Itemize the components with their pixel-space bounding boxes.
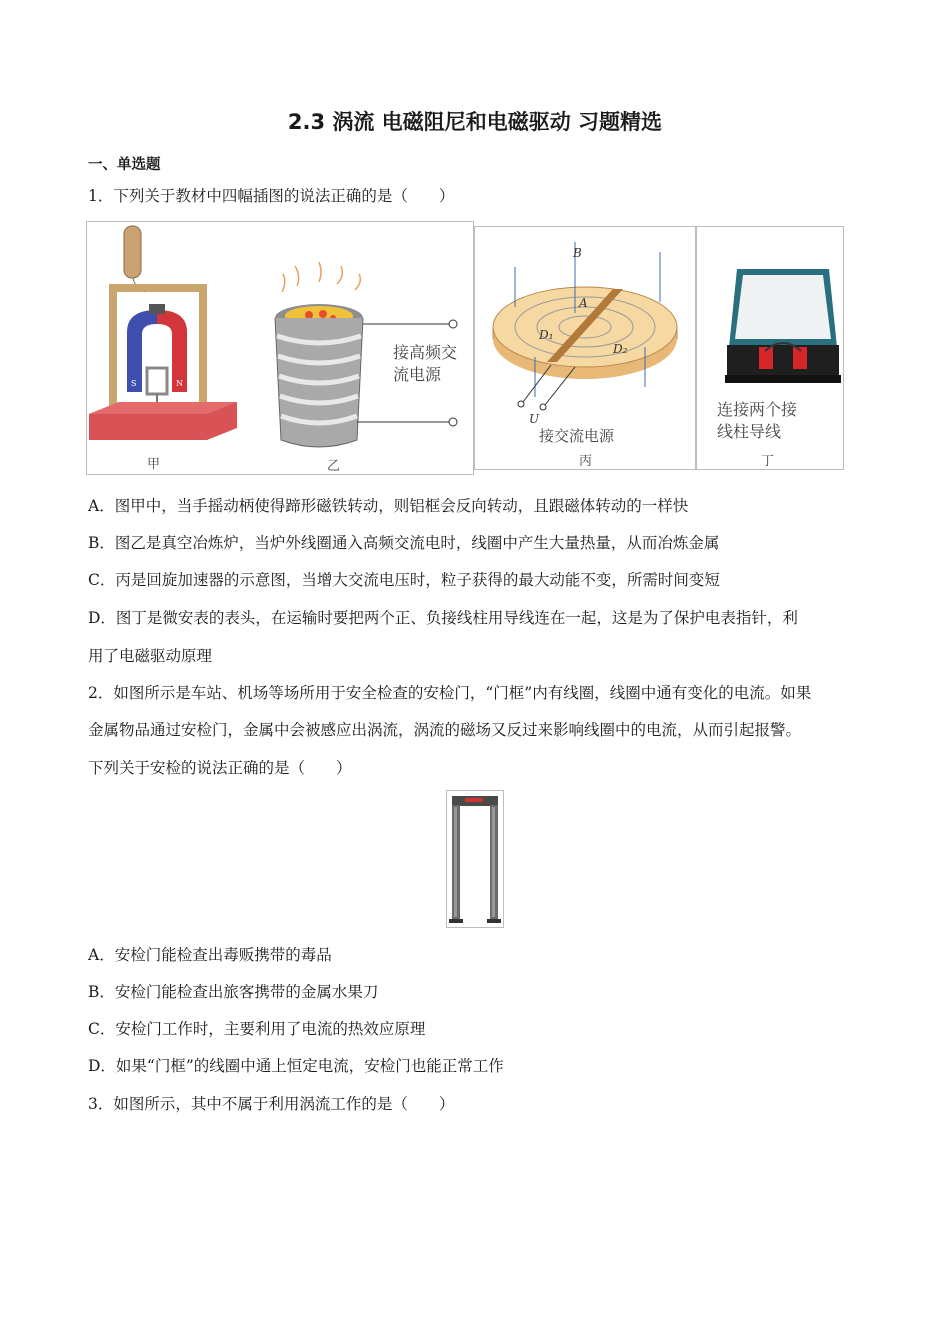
label-B: B <box>573 246 582 260</box>
label-yi: 乙 <box>327 459 341 474</box>
label-A: A <box>579 296 588 310</box>
question-1-stem: 1．下列关于教材中四幅插图的说法正确的是（ ） <box>88 187 455 205</box>
magnet-s-label: S <box>131 379 137 388</box>
label-hf-power-2: 流电源 <box>393 365 442 384</box>
question-1-option-b: B．图乙是真空冶炼炉，当炉外线圈通入高频交流电时，线圈中产生大量热量，从而冶炼金属 <box>88 534 720 552</box>
label-bing: 丙 <box>579 454 593 469</box>
label-U: U <box>529 412 540 426</box>
question-2-option-c: C．安检门工作时，主要利用了电流的热效应原理 <box>88 1020 426 1038</box>
security-gate-drawing <box>447 791 503 927</box>
question-2-option-d: D．如果“门框”的线圈中通上恒定电流，安检门也能正常工作 <box>88 1057 504 1075</box>
label-connect-1: 连接两个接 <box>717 400 798 419</box>
figure-ding-drawing <box>697 227 843 469</box>
question-1-option-d-line1: D．图丁是微安表的表头，在运输时要把两个正、负接线柱用导线连在一起，这是为了保护电表指针，利 <box>88 609 798 627</box>
question-3-stem: 3．如图所示，其中不属于利用涡流工作的是（ ） <box>88 1095 455 1113</box>
question-2-option-a: A．安检门能检查出毒贩携带的毒品 <box>88 946 332 964</box>
figure-security-gate <box>446 790 504 928</box>
question-2-stem-line2: 金属物品通过安检门，金属中会被感应出涡流，涡流的磁场又反过来影响线圈中的电流，从而引起报警。 <box>88 721 802 739</box>
crank-handle <box>124 226 141 278</box>
figure-bing-drawing <box>475 227 695 469</box>
figure-jia-yi <box>86 221 474 475</box>
label-ac-power: 接交流电源 <box>539 427 615 445</box>
page-title: 2.3 涡流 电磁阻尼和电磁驱动 习题精选 <box>287 110 663 134</box>
label-connect-2: 线柱导线 <box>717 422 782 441</box>
question-2-option-b: B．安检门能检查出旅客携带的金属水果刀 <box>88 983 379 1001</box>
label-ding: 丁 <box>761 454 775 469</box>
figure-ding <box>696 226 844 470</box>
question-1-option-a: A．图甲中，当手摇动柄使得蹄形磁铁转动，则铝框会反向转动，且跟磁体转动的一样快 <box>88 497 689 515</box>
question-2-stem-line1: 2．如图所示是车站、机场等场所用于安全检查的安检门，“门框”内有线圈，线圈中通有变化的电流。如果 <box>88 684 812 702</box>
question-1-option-d-line2: 用了电磁驱动原理 <box>88 647 213 665</box>
figure-bing <box>474 226 696 470</box>
label-jia: 甲 <box>147 457 161 472</box>
question-1-option-c: C．丙是回旋加速器的示意图，当增大交流电压时，粒子获得的最大动能不变，所需时间变短 <box>88 571 720 589</box>
figure-jia-yi-drawing <box>87 222 473 474</box>
magnet-n-label: N <box>176 379 183 388</box>
question-2-stem-line3: 下列关于安检的说法正确的是（ ） <box>88 759 352 777</box>
label-D1: D₁ <box>539 328 554 342</box>
section-heading: 一、单选题 <box>88 157 161 173</box>
label-hf-power-1: 接高频交 <box>393 343 458 362</box>
label-D2: D₂ <box>613 342 628 356</box>
vacuum-furnace <box>275 262 363 447</box>
